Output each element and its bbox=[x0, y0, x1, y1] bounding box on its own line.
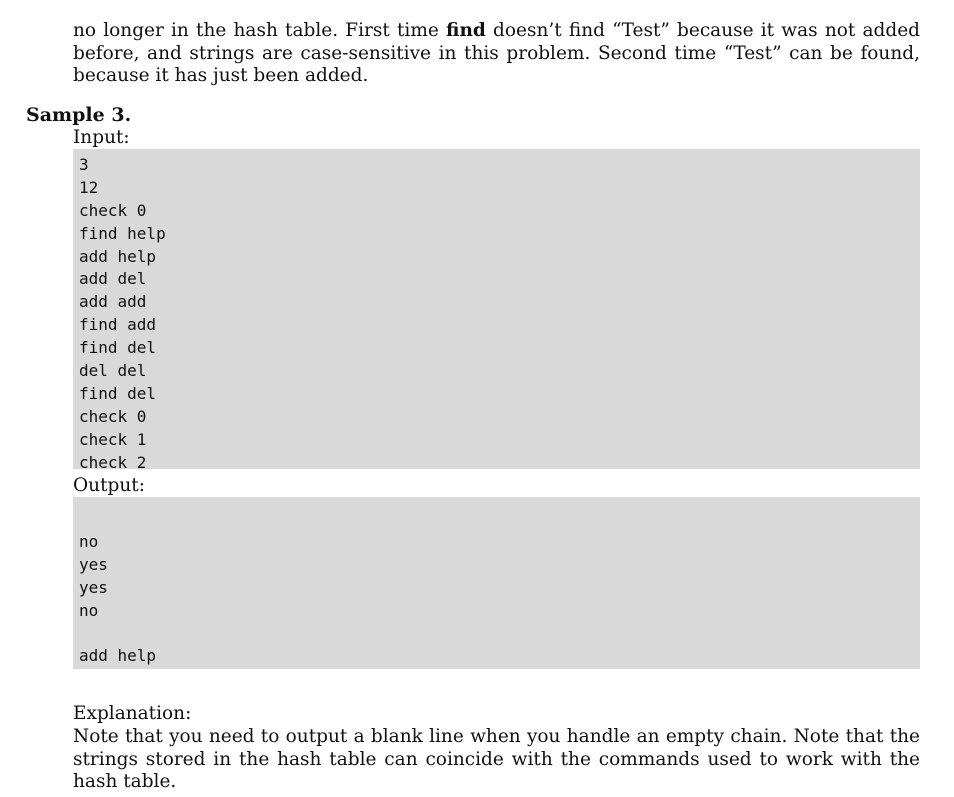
explanation-text: Note that you need to output a blank line when you handle an empty chain. Note that the strings stored in the hash table can coincide with the commands used to work with the hash table. bbox=[73, 726, 920, 792]
output-line: no bbox=[79, 600, 99, 620]
output-line: no bbox=[79, 531, 99, 551]
output-label: Output: bbox=[73, 475, 145, 496]
output-line: add help bbox=[79, 646, 157, 666]
output-line bbox=[79, 508, 920, 531]
input-line: 12 bbox=[79, 177, 99, 197]
output-line: yes bbox=[79, 577, 108, 597]
explanation-label: Explanation: bbox=[73, 703, 192, 724]
input-label: Input: bbox=[73, 127, 130, 148]
sample-heading: Sample 3. bbox=[26, 104, 132, 126]
input-line: check 0 bbox=[79, 406, 147, 426]
intro-text-start: no longer in the hash table. First time bbox=[73, 20, 447, 41]
input-line: find del bbox=[79, 338, 157, 358]
input-line: check 1 bbox=[79, 429, 147, 449]
intro-text-end: doesn’t find “Test” because it was not added before, and strings are case-sensitive in this problem. Second time “Test” can be found, because it has just been added. bbox=[73, 20, 920, 86]
input-line: add add bbox=[79, 292, 147, 312]
input-line: check 2 bbox=[79, 452, 147, 472]
input-line: find del bbox=[79, 383, 157, 403]
input-line: 3 bbox=[79, 155, 89, 174]
intro-paragraph bbox=[73, 20, 920, 88]
intro-bold-find: find bbox=[446, 20, 486, 41]
output-line: yes bbox=[79, 554, 108, 574]
input-line: add help bbox=[79, 246, 157, 266]
input-code-block bbox=[73, 149, 920, 472]
output-line bbox=[79, 622, 920, 645]
input-line: find help bbox=[79, 223, 166, 243]
input-line: check 0 bbox=[79, 200, 147, 220]
input-line: find add bbox=[79, 315, 157, 335]
output-code-block bbox=[73, 497, 920, 669]
input-line: add del bbox=[79, 269, 147, 289]
input-line: del del bbox=[79, 361, 147, 381]
